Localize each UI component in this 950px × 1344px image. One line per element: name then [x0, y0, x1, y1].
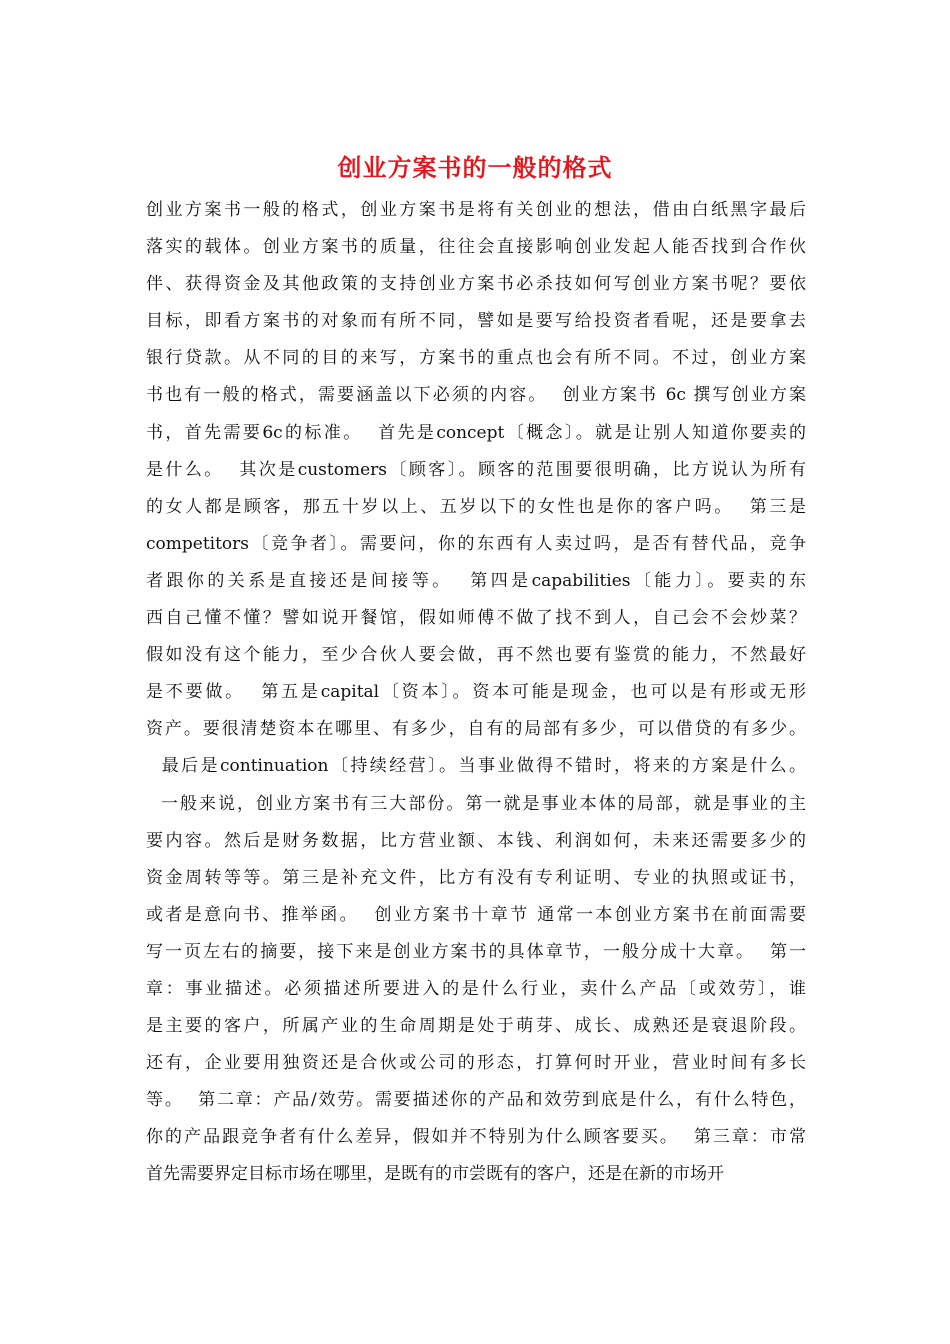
body-line: 创业方案书一般的格式，创业方案书是将有关创业的想法，借由白纸黑字最后: [146, 200, 806, 220]
body-line: 是主要的客户，所属产业的生命周期是处于萌芽、成长、成熟还是衰退阶段。: [146, 1016, 806, 1037]
body-line: 书，首先需要6c的标准。 首先是concept〔概念〕。就是让别人知道你要卖的: [146, 422, 806, 443]
body-line: 你的产品跟竞争者有什么差异，假如并不特别为什么顾客要买。 第三章：市常: [146, 1127, 806, 1148]
body-line: 是不要做。 第五是capital〔资本〕。资本可能是现金，也可以是有形或无形: [146, 682, 806, 703]
body-line: 章：事业描述。必须描述所要进入的是什么行业，卖什么产品〔或效劳〕，谁: [146, 978, 806, 999]
body-line: 还有，企业要用独资还是合伙或公司的形态，打算何时开业，营业时间有多长: [146, 1053, 806, 1074]
body-line: 等。 第二章：产品/效劳。需要描述你的产品和效劳到底是什么，有什么特色，: [146, 1090, 806, 1111]
body-line: 或者是意向书、推举函。 创业方案书十章节 通常一本创业方案书在前面需要: [146, 904, 806, 925]
body-line: 资产。要很清楚资本在哪里、有多少，自有的局部有多少，可以借贷的有多少。: [146, 719, 806, 740]
body-line: 写一页左右的摘要，接下来是创业方案书的具体章节，一般分成十大章。 第一: [146, 941, 806, 962]
body-line: 者跟你的关系是直接还是间接等。 第四是capabilities〔能力〕。要卖的东: [146, 570, 806, 591]
body-line: 一般来说，创业方案书有三大部份。第一就是事业本体的局部，就是事业的主: [146, 793, 806, 814]
body-line: competitors〔竞争者〕。需要问，你的东西有人卖过吗，是否有替代品，竞争: [146, 533, 806, 554]
document-body: [146, 198, 806, 1200]
body-line: 最后是continuation〔持续经营〕。当事业做得不错时，将来的方案是什么。: [146, 756, 806, 777]
body-line: 西自己懂不懂？譬如说开餐馆，假如师傅不做了找不到人，自己会不会炒菜？: [146, 608, 806, 629]
body-line: 要内容。然后是财务数据，比方营业额、本钱、利润如何，未来还需要多少的: [146, 830, 806, 851]
body-line: 伴、获得资金及其他政策的支持创业方案书必杀技如何写创业方案书呢？要依: [146, 274, 806, 295]
body-line: 资金周转等等。第三是补充文件，比方有没有专利证明、专业的执照或证书，: [146, 867, 806, 888]
body-line: 首先需要界定目标市场在哪里，是既有的市尝既有的客户，还是在新的市场开: [146, 1164, 724, 1185]
body-line: 目标，即看方案书的对象而有所不同，譬如是要写给投资者看呢，还是要拿去: [146, 311, 806, 332]
body-line: 假如没有这个能力，至少合伙人要会做，再不然也要有鉴赏的能力，不然最好: [146, 645, 806, 666]
body-line: 的女人都是顾客，那五十岁以上、五岁以下的女性也是你的客户吗。 第三是: [146, 496, 806, 517]
body-line: 银行贷款。从不同的目的来写，方案书的重点也会有所不同。不过，创业方案: [146, 348, 806, 369]
document-title: 创业方案书的一般的格式: [337, 153, 613, 182]
body-line: 落实的载体。创业方案书的质量，往往会直接影响创业发起人能否找到合作伙: [146, 237, 806, 258]
body-line: 是什么。 其次是customers〔顾客〕。顾客的范围要很明确，比方说认为所有: [146, 459, 806, 480]
body-line: 书也有一般的格式，需要涵盖以下必须的内容。 创业方案书 6c 撰写创业方案: [146, 385, 806, 406]
